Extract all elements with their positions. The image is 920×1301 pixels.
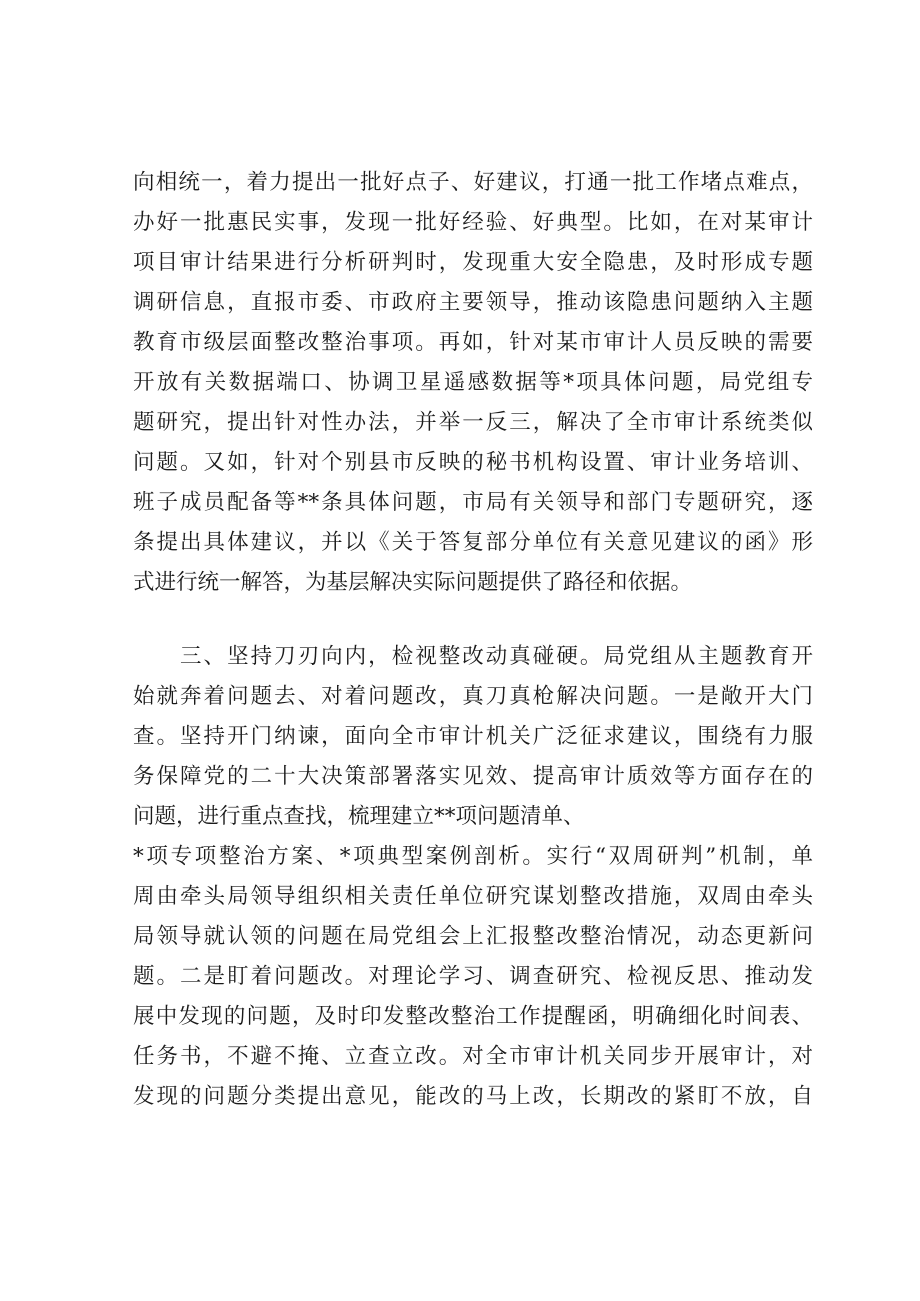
text-line: 局领导就认领的问题在局党组会上汇报整改整治情况，动态更新问 [133,924,813,949]
text-line: 式进行统一解答，为基层解决实际问题提供了路径和依据。 [133,570,693,595]
text-line: *项专项整治方案、*项典型案例剖析。实行“双周研判”机制，单 [133,844,813,869]
text-line: 开放有关数据端口、协调卫星遥感数据等*项具体问题，局党组专 [133,370,813,395]
text-line: 题。二是盯着问题改。对理论学习、调查研究、检视反思、推动发 [133,964,813,989]
text-line: 条提出具体建议，并以《关于答复部分单位有关意见建议的函》形 [133,530,813,555]
text-line: 办好一批惠民实事，发现一批好经验、好典型。比如，在对某审计 [133,210,813,235]
text-line: 题研究，提出针对性办法，并举一反三，解决了全市审计系统类似 [133,410,813,435]
text-line: 任务书，不避不掩、立查立改。对全市审计机关同步开展审计，对 [133,1044,813,1069]
text-line: 始就奔着问题去、对着问题改，真刀真枪解决问题。一是敞开大门 [133,684,813,709]
section-heading-line: 三、坚持刀刃向内，检视整改动真碰硬。局党组从主题教育开 [133,644,813,669]
text-line: 向相统一，着力提出一批好点子、好建议，打通一批工作堵点难点， [133,170,813,195]
text-line: 发现的问题分类提出意见，能改的马上改，长期改的紧盯不放，自 [133,1084,813,1109]
paragraph-section-three [133,637,813,1117]
text-line: 教育市级层面整改整治事项。再如，针对某市审计人员反映的需要 [133,330,813,355]
text-line: 务保障党的二十大决策部署落实见效、提高审计质效等方面存在的 [133,764,813,789]
text-line: 班子成员配备等**条具体问题，市局有关领导和部门专题研究，逐 [133,490,813,515]
paragraph-continuation [133,163,813,603]
text-line: 周由牵头局领导组织相关责任单位研究谋划整改措施，双周由牵头 [133,884,813,909]
text-line: 调研信息，直报市委、市政府主要领导，推动该隐患问题纳入主题 [133,290,813,315]
text-line: 展中发现的问题，及时印发整改整治工作提醒函，明确细化时间表、 [133,1004,813,1029]
text-line: 项目审计结果进行分析研判时，发现重大安全隐患，及时形成专题 [133,250,813,275]
text-line: 查。坚持开门纳谏，面向全市审计机关广泛征求建议，围绕有力服 [133,724,813,749]
text-line: 问题。又如，针对个别县市反映的秘书机构设置、审计业务培训、 [133,450,813,475]
text-line: 问题，进行重点查找，梳理建立**项问题清单、 [133,804,585,829]
